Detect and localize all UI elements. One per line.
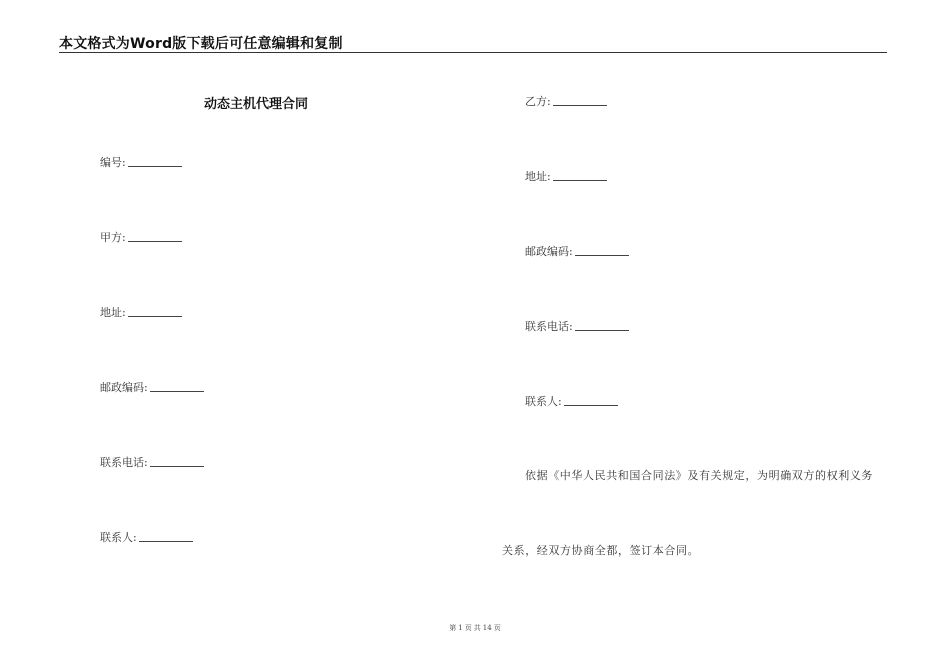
fill-in-blank (139, 531, 193, 542)
contract-preamble-line-1: 依据《中华人民共和国合同法》及有关规定，为明确双方的权利义务 (525, 469, 873, 482)
field-label: 联系人: (525, 395, 562, 408)
field-party-a-phone (100, 454, 204, 470)
fill-in-blank (128, 231, 182, 242)
field-label: 联系电话: (100, 456, 148, 469)
field-label: 联系人: (100, 531, 137, 544)
field-label: 乙方: (525, 95, 551, 108)
field-party-a-postal-code (100, 379, 204, 395)
fill-in-blank (128, 306, 182, 317)
field-label: 地址: (100, 306, 126, 319)
footer-total-word: 共 (473, 624, 481, 632)
document-header-title: 本文格式为Word版下载后可任意编辑和复制 (59, 36, 343, 52)
current-page-number: 1 (458, 624, 463, 632)
footer-prefix: 第 (449, 624, 457, 632)
header-divider (59, 52, 887, 53)
fill-in-blank (128, 156, 182, 167)
page-footer (0, 623, 950, 633)
fill-in-blank (553, 95, 607, 106)
footer-suffix: 页 (493, 624, 501, 632)
field-label: 联系电话: (525, 320, 573, 333)
field-label: 邮政编码: (100, 381, 148, 394)
field-party-b-phone (525, 318, 629, 334)
field-party-a-address (100, 304, 182, 320)
fill-in-blank (553, 170, 607, 181)
fill-in-blank (575, 320, 629, 331)
field-label: 编号: (100, 156, 126, 169)
footer-page-word: 页 (464, 624, 472, 632)
field-contract-number (100, 154, 182, 170)
field-label: 甲方: (100, 231, 126, 244)
field-party-a (100, 229, 182, 245)
field-label: 地址: (525, 170, 551, 183)
total-page-count: 14 (482, 624, 492, 632)
fill-in-blank (150, 381, 204, 392)
field-party-b (525, 93, 607, 109)
fill-in-blank (564, 395, 618, 406)
contract-preamble-line-2: 关系，经双方协商全都，签订本合同。 (502, 544, 700, 557)
field-label: 邮政编码: (525, 245, 573, 258)
field-party-b-contact (525, 393, 618, 409)
contract-title: 动态主机代理合同 (204, 97, 309, 112)
field-party-a-contact (100, 529, 193, 545)
fill-in-blank (575, 245, 629, 256)
field-party-b-address (525, 168, 607, 184)
fill-in-blank (150, 456, 204, 467)
field-party-b-postal-code (525, 243, 629, 259)
